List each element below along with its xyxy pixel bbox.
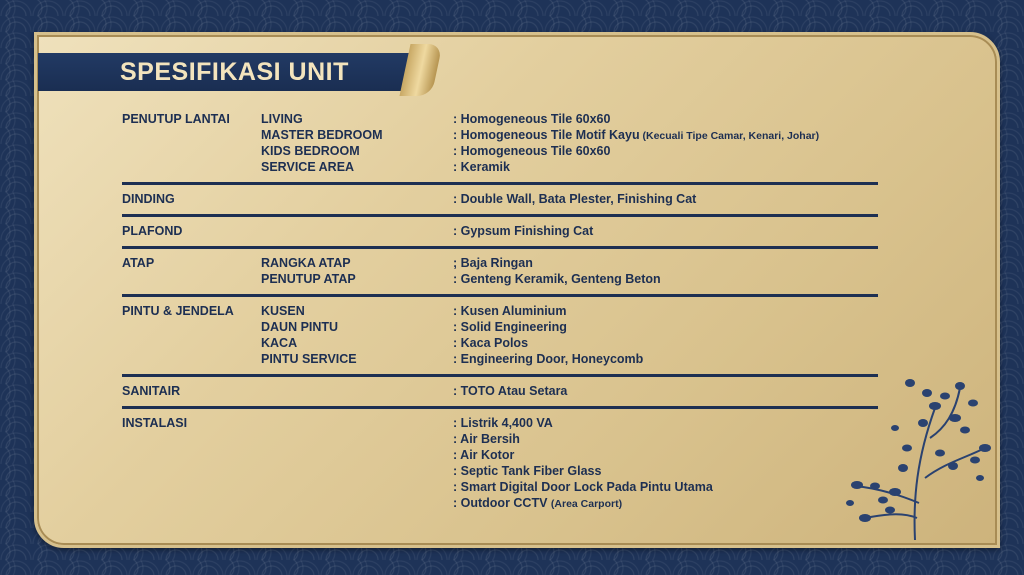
spec-label: KACA: [261, 336, 298, 350]
spec-value-column: [453, 304, 643, 368]
spec-section: [122, 112, 878, 176]
spec-category: PENUTUP LANTAI: [122, 112, 230, 126]
spec-section: [122, 416, 878, 512]
spec-value-note: (Kecuali Tipe Camar, Kenari, Johar): [639, 130, 820, 142]
spec-value-text: : Kaca Polos: [453, 336, 529, 350]
spec-value: [453, 144, 819, 160]
spec-value: [453, 448, 713, 464]
spec-value-text: : Keramik: [453, 160, 510, 174]
spec-value-column: [453, 224, 593, 240]
spec-value-text: : Air Bersih: [453, 432, 520, 446]
spec-value-text: : TOTO Atau Setara: [453, 384, 568, 398]
spec-value-text: : Listrik 4,400 VA: [453, 416, 553, 430]
spec-value-text: : Engineering Door, Honeycomb: [453, 352, 644, 366]
page-title: SPESIFIKASI UNIT: [120, 58, 349, 86]
spec-section: [122, 256, 878, 288]
spec-value: [453, 352, 643, 368]
spec-label: MASTER BEDROOM: [261, 128, 383, 142]
spec-value-text: : Double Wall, Bata Plester, Finishing Cat: [453, 192, 697, 206]
spec-section: [122, 192, 878, 208]
spec-value-column: [453, 256, 661, 288]
spec-value-text: : Homogeneous Tile 60x60: [453, 112, 611, 126]
spec-section: [122, 304, 878, 368]
spec-value: [453, 256, 661, 272]
spec-value-column: [453, 416, 713, 512]
spec-category: ATAP: [122, 256, 155, 270]
spec-section: [122, 384, 878, 400]
section-divider: [122, 374, 878, 377]
spec-value: [453, 384, 567, 400]
section-divider: [122, 246, 878, 249]
spec-label: KUSEN: [261, 304, 305, 318]
spec-category: DINDING: [122, 192, 175, 206]
spec-value-note: (Area Carport): [550, 498, 623, 510]
section-divider: [122, 406, 878, 409]
spec-value: [453, 160, 819, 176]
spec-category: PLAFOND: [122, 224, 183, 238]
spec-value: [453, 128, 819, 144]
spec-value-column: [453, 192, 696, 208]
spec-value: [453, 416, 713, 432]
spec-label: KIDS BEDROOM: [261, 144, 360, 158]
spec-category: SANITAIR: [122, 384, 181, 398]
spec-value: [453, 272, 661, 288]
spec-value: [453, 112, 819, 128]
spec-value-column: [453, 384, 567, 400]
spec-value-text: : Kusen Aluminium: [453, 304, 567, 318]
spec-value-text: : Septic Tank Fiber Glass: [453, 464, 602, 478]
spec-value: [453, 464, 713, 480]
spec-value-text: ; Baja Ringan: [453, 256, 533, 270]
spec-value: [453, 432, 713, 448]
spec-value-text: : Outdoor CCTV: [453, 496, 551, 510]
spec-value: [453, 496, 713, 512]
spec-value-text: : Gypsum Finishing Cat: [453, 224, 594, 238]
spec-value: [453, 192, 696, 208]
spec-label: LIVING: [261, 112, 303, 126]
spec-label: RANGKA ATAP: [261, 256, 351, 270]
spec-value-text: : Homogeneous Tile Motif Kayu: [453, 128, 640, 142]
spec-value-text: : Genteng Keramik, Genteng Beton: [453, 272, 661, 286]
spec-value-text: : Smart Digital Door Lock Pada Pintu Utama: [453, 480, 713, 494]
spec-value: [453, 336, 643, 352]
spec-label-column: [261, 112, 383, 176]
spec-value-text: : Solid Engineering: [453, 320, 567, 334]
spec-label: SERVICE AREA: [261, 160, 355, 174]
spec-label: PENUTUP ATAP: [261, 272, 356, 286]
spec-category: INSTALASI: [122, 416, 188, 430]
plant-branch-icon: [835, 368, 995, 540]
spec-value: [453, 224, 593, 240]
spec-label: PINTU SERVICE: [261, 352, 357, 366]
spec-value-column: [453, 112, 819, 176]
spec-value: [453, 480, 713, 496]
spec-category: PINTU & JENDELA: [122, 304, 234, 318]
spec-value-text: : Air Kotor: [453, 448, 515, 462]
spec-value: [453, 304, 643, 320]
spec-value: [453, 320, 643, 336]
spec-section: [122, 224, 878, 240]
section-divider: [122, 214, 878, 217]
spec-label-column: [261, 256, 356, 288]
spec-label-column: [261, 304, 357, 368]
section-divider: [122, 182, 878, 185]
spec-label: DAUN PINTU: [261, 320, 339, 334]
spec-value-text: : Homogeneous Tile 60x60: [453, 144, 611, 158]
section-divider: [122, 294, 878, 297]
